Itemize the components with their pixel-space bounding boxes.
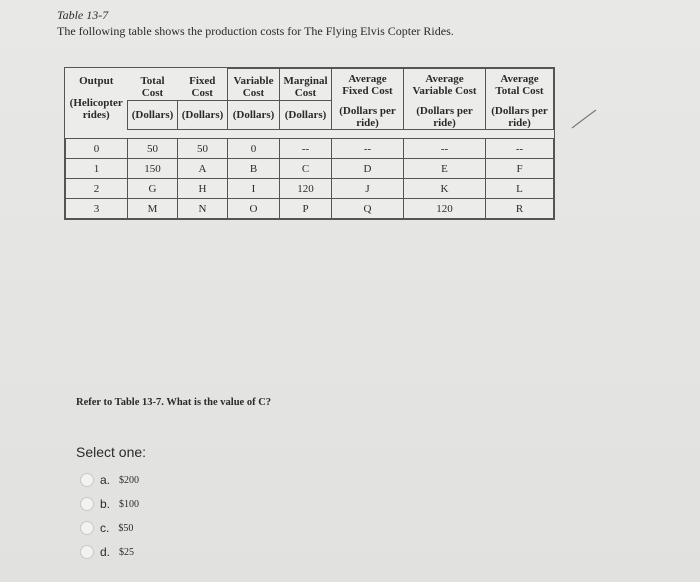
units-variable: (Dollars) xyxy=(228,100,280,129)
option-d-text: $25 xyxy=(119,546,135,558)
cell: A xyxy=(178,159,228,179)
cell: -- xyxy=(332,139,404,159)
cell: 1 xyxy=(66,159,128,179)
cell: 0 xyxy=(228,139,280,159)
header-variable-line1: Variable xyxy=(233,75,274,87)
radio-button-a[interactable] xyxy=(80,473,94,487)
cell: E xyxy=(404,159,486,179)
header-avc-unit-line2: ride) xyxy=(433,117,456,129)
cell: Q xyxy=(332,199,404,219)
cell: 3 xyxy=(66,199,128,219)
select-one-label: Select one: xyxy=(76,444,147,460)
cell: H xyxy=(178,179,228,199)
header-avc-line2: Variable Cost xyxy=(412,85,477,97)
header-atc-unit-line1: (Dollars per xyxy=(491,105,548,117)
option-b[interactable] xyxy=(80,497,139,511)
header-afc-unit-line1: (Dollars per xyxy=(339,105,396,117)
header-atc-line1: Average xyxy=(500,73,539,85)
option-d[interactable] xyxy=(80,545,134,559)
cell: G xyxy=(128,179,178,199)
header-output-line2: (Helicopter xyxy=(69,96,123,109)
cell: 120 xyxy=(404,199,486,219)
header-atc-unit-line2: ride) xyxy=(508,117,531,129)
cell: J xyxy=(332,179,404,199)
header-avc-line1: Average xyxy=(425,73,464,85)
cell: 50 xyxy=(128,139,178,159)
option-a-text: $200 xyxy=(119,474,140,486)
cell: 0 xyxy=(66,139,128,159)
option-c-text: $50 xyxy=(118,522,134,534)
table-caption-description: The following table shows the production costs for The Flying Elvis Copter Rides. xyxy=(57,24,454,38)
header-output-line1: Output xyxy=(79,74,114,87)
cell: D xyxy=(332,159,404,179)
header-avc-unit-line1: (Dollars per xyxy=(416,105,473,117)
cell: 150 xyxy=(128,159,178,179)
header-total-line2: Cost xyxy=(141,86,164,99)
radio-button-b[interactable] xyxy=(80,497,94,511)
cell: 120 xyxy=(280,179,332,199)
cell: -- xyxy=(404,139,486,159)
cell: 2 xyxy=(66,179,128,199)
option-a[interactable] xyxy=(80,473,139,487)
cell: B xyxy=(228,159,280,179)
option-c-letter: c. xyxy=(100,521,110,535)
header-fixed-line2: Cost xyxy=(191,86,213,99)
cell: 50 xyxy=(178,139,228,159)
option-c[interactable] xyxy=(80,521,133,535)
header-marginal-line1: Marginal xyxy=(283,75,328,87)
header-total-line1: Total xyxy=(140,74,165,87)
option-b-text: $100 xyxy=(119,498,140,510)
header-afc-line2: Fixed Cost xyxy=(342,85,393,97)
option-b-letter: b. xyxy=(100,497,111,511)
header-variable-line2: Cost xyxy=(242,87,265,99)
header-output-line3: rides) xyxy=(82,108,110,121)
question-text: Refer to Table 13-7. What is the value of C? xyxy=(76,397,272,408)
units-fixed: (Dollars) xyxy=(178,100,228,129)
option-a-letter: a. xyxy=(100,473,111,487)
cell: P xyxy=(280,199,332,219)
header-marginal-line2: Cost xyxy=(294,87,317,99)
cell: C xyxy=(280,159,332,179)
table-caption-title: Table 13-7 xyxy=(57,8,109,22)
header-afc-unit-line2: ride) xyxy=(356,117,379,129)
cell: O xyxy=(228,199,280,219)
cell: K xyxy=(404,179,486,199)
cell: M xyxy=(128,199,178,219)
radio-button-d[interactable] xyxy=(80,545,94,559)
cell: -- xyxy=(280,139,332,159)
header-atc-line2: Total Cost xyxy=(495,85,544,97)
radio-button-c[interactable] xyxy=(80,521,94,535)
units-marginal: (Dollars) xyxy=(280,100,332,129)
header-fixed-line1: Fixed xyxy=(189,74,216,87)
cell: L xyxy=(486,179,554,199)
cell: F xyxy=(486,159,554,179)
option-d-letter: d. xyxy=(100,545,111,559)
units-total: (Dollars) xyxy=(128,100,178,129)
cell: -- xyxy=(486,139,554,159)
cell: N xyxy=(178,199,228,219)
cell: R xyxy=(486,199,554,219)
cell: I xyxy=(228,179,280,199)
header-afc-line1: Average xyxy=(348,73,387,85)
